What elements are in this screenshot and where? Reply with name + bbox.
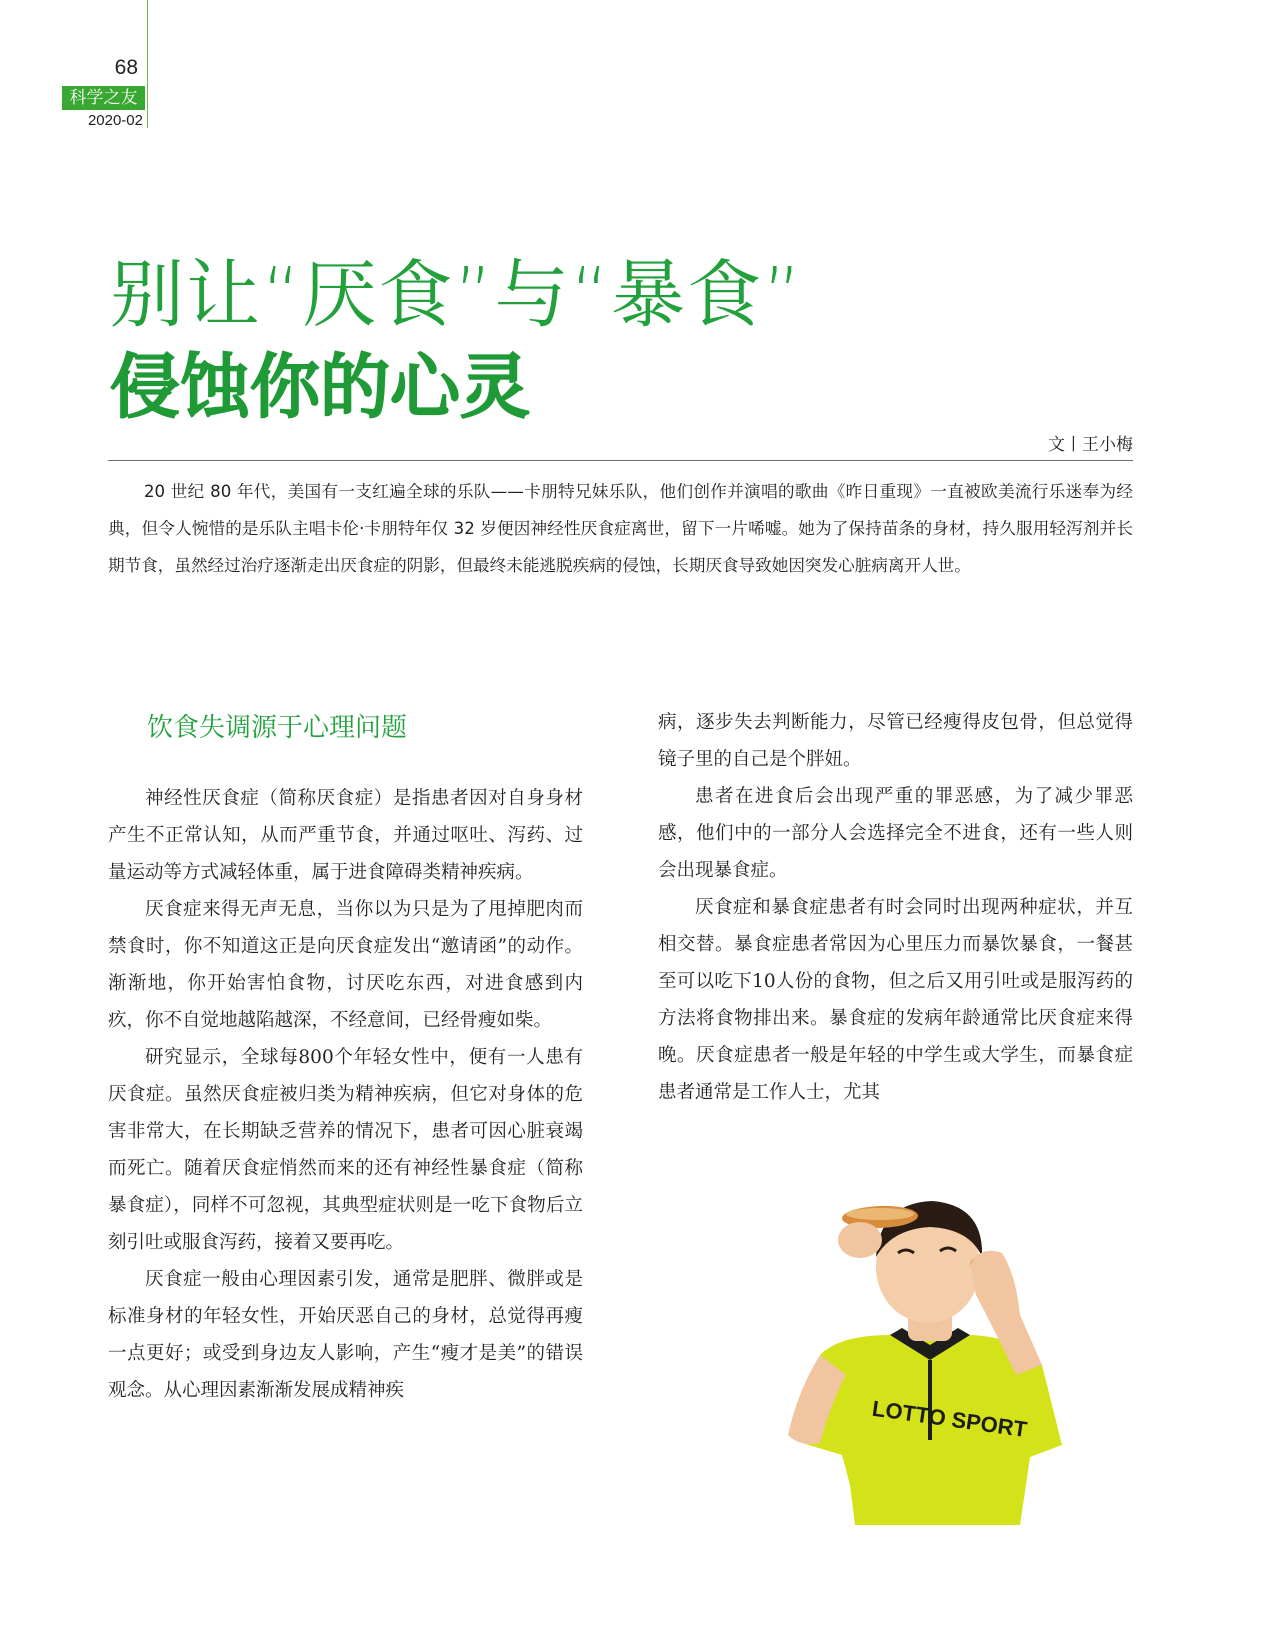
magazine-badge: 科学之友: [62, 86, 145, 110]
right-column: [658, 704, 1133, 1111]
body-paragraph: 厌食症一般由心理因素引发，通常是肥胖、微胖或是标准身材的年轻女性，开始厌恶自己的身材，总觉得再瘦一点更好；或受到身边友人影响，产生“瘦才是美”的错误观念。从心理因素渐渐发展成精神疾: [108, 1269, 583, 1401]
man-eating-bread-photo: [780, 1185, 1080, 1525]
body-paragraph: 神经性厌食症（简称厌食症）是指患者因对自身身材产生不正常认知，从而严重节食，并通过呕吐、泻药、过量运动等方式减轻体重，属于进食障碍类精神疾病。: [108, 788, 583, 883]
body-paragraph-continued: 病，逐步失去判断能力，尽管已经瘦得皮包骨，但总觉得镜子里的自己是个胖妞。: [658, 712, 1133, 770]
section-heading: 饮食失调源于心理问题: [147, 713, 408, 743]
body-paragraph: 厌食症来得无声无息，当你以为只是为了甩掉肥肉而禁食时，你不知道这正是向厌食症发出“邀请函”的动作。渐渐地，你开始害怕食物，讨厌吃东西，对进食感到内疚，你不自觉地越陷越深，不经意间，已经骨瘦如柴。: [108, 899, 583, 1031]
body-paragraph: 厌食症和暴食症患者有时会同时出现两种症状，并互相交替。暴食症患者常因为心里压力而暴饮暴食，一餐甚至可以吃下10人份的食物，但之后又用引吐或是服泻药的方法将食物排出来。暴食症的发病年龄通常比厌食症来得晚。厌食症患者一般是年轻的中学生或大学生，而暴食症患者通常是工作人士，尤其: [658, 897, 1133, 1103]
issue-date: 2020-02: [87, 112, 143, 129]
article-title-line2: 侵蚀你的心灵: [110, 346, 530, 428]
body-paragraph: 研究显示，全球每800个年轻女性中，便有一人患有厌食症。虽然厌食症被归类为精神疾病，但它对身体的危害非常大，在长期缺乏营养的情况下，患者可因心脏衰竭而死亡。随着厌食症悄然而来的还有神经性暴食症（简称暴食症），同样不可忽视，其典型症状则是一吃下食物后立刻引吐或服食泻药，接着又要再吃。: [108, 1047, 583, 1253]
header-divider: [147, 0, 148, 128]
body-paragraph: 患者在进食后会出现严重的罪恶感，为了减少罪恶感，他们中的一部分人会选择完全不进食，还有一些人则会出现暴食症。: [658, 786, 1133, 881]
title-divider: [108, 460, 1133, 461]
shirt-logo-text: LOTTO SPORT: [870, 1395, 1029, 1443]
page-number: 68: [114, 56, 138, 79]
intro-paragraph: 20 世纪 80 年代，美国有一支红遍全球的乐队——卡朋特兄妹乐队，他们创作并演唱的歌曲《昨日重现》一直被欧美流行乐迷奉为经典，但令人惋惜的是乐队主唱卡伦·卡朋特年仅 32 岁便因神经性厌食症离世，留下一片唏嘘。她为了保持苗条的身材，持久服用轻泻剂并长期节食，虽然经过治疗逐渐走出厌食症的阴影，但最终未能逃脱疾病的侵蚀，长期厌食导致她因突发心脏病离开人世。: [108, 482, 1133, 575]
left-column: [108, 780, 583, 1409]
byline: 文丨王小梅: [1048, 435, 1133, 455]
article-title-line1: 别让“厌食”与“暴食”: [110, 252, 804, 338]
